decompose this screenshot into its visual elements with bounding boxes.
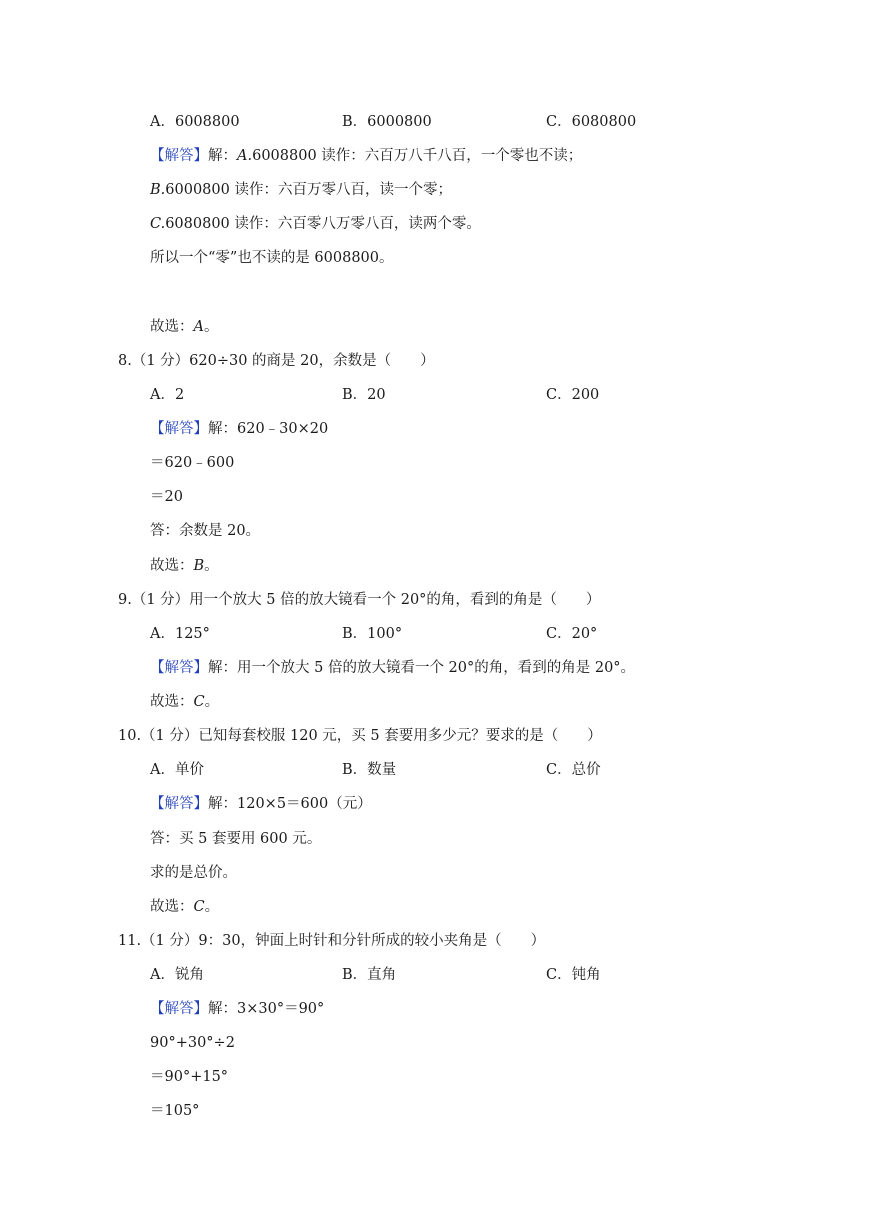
q7-answer-text: 6000800 读作：六百万零八百，读一个零； — [165, 182, 452, 198]
choice-suffix: 。 — [203, 319, 219, 335]
q11-answer-line-1 — [150, 999, 324, 1019]
q8-choice — [150, 556, 219, 576]
q7-answer-line-4: 所以一个“零”也不读的是 6008800。 — [150, 250, 394, 266]
q7-answer-text: 6080800 读作：六百零八万零八百，读两个零。 — [165, 216, 481, 232]
q9-option-b: B．100° — [342, 626, 403, 642]
choice-prefix: 故选： — [150, 319, 194, 335]
q9-question: 9.（1 分）用一个放大 5 倍的放大镜看一个 20°的角，看到的角是（ ） — [118, 592, 601, 608]
q10-choice — [150, 897, 219, 917]
q9-choice — [150, 692, 219, 712]
q8-answer-text: 解：620﹣30×20 — [208, 421, 329, 437]
q7-answer-var: C. — [150, 216, 166, 232]
q11-answer-line-2: 90°+30°÷2 — [150, 1035, 235, 1051]
q8-question: 8.（1 分）620÷30 的商是 20，余数是（ ） — [118, 353, 435, 369]
q9-answer-text: 解：用一个放大 5 倍的放大镜看一个 20°的角，看到的角是 20°。 — [208, 660, 636, 676]
q7-answer-text: 6008800 读作：六百万八千八百，一个零也不读； — [252, 148, 583, 164]
q8-option-b: B．20 — [342, 387, 386, 403]
choice-letter: C — [193, 694, 205, 710]
choice-suffix: 。 — [204, 694, 220, 710]
q10-answer-line-3: 求的是总价。 — [150, 865, 237, 881]
answer-tag: 【解答】 — [150, 1001, 208, 1017]
q10-question: 10.（1 分）已知每套校服 120 元，买 5 套要用多少元？要求的是（ ） — [118, 728, 602, 744]
choice-prefix: 故选： — [150, 558, 194, 574]
q9-answer-line-1 — [150, 658, 635, 678]
q11-answer-line-4: ＝105° — [150, 1103, 200, 1119]
answer-tag: 【解答】 — [150, 421, 208, 437]
q10-answer-line-2: 答：买 5 套要用 600 元。 — [150, 831, 322, 847]
q8-answer-line-1 — [150, 419, 328, 439]
q11-option-a: A．锐角 — [150, 967, 204, 983]
choice-suffix: 。 — [204, 558, 219, 574]
q8-option-c: C．200 — [546, 387, 600, 403]
q10-option-b: B．数量 — [342, 762, 397, 778]
q9-option-c: C．20° — [546, 626, 598, 642]
q10-answer-text: 解：120×5＝600（元） — [208, 796, 372, 812]
answer-tag: 【解答】 — [150, 148, 208, 164]
q7-answer-line-3 — [150, 214, 481, 234]
q8-answer-line-4: 答：余数是 20。 — [150, 523, 261, 539]
q11-option-c: C．钝角 — [546, 967, 601, 983]
answer-tag: 【解答】 — [150, 796, 208, 812]
q8-option-a: A．2 — [150, 387, 185, 403]
q7-answer-line-1 — [150, 146, 582, 166]
q7-answer-prefix: 解： — [208, 148, 237, 164]
choice-prefix: 故选： — [150, 899, 194, 915]
q7-answer-var: B. — [150, 182, 166, 198]
q7-option-c: C．6080800 — [546, 114, 637, 130]
q7-option-a: A．6008800 — [150, 114, 240, 130]
choice-prefix: 故选： — [150, 694, 194, 710]
choice-letter: A — [193, 319, 204, 335]
choice-letter: C — [193, 899, 205, 915]
answer-tag: 【解答】 — [150, 660, 208, 676]
q7-answer-var: A. — [237, 148, 253, 164]
q7-answer-line-2 — [150, 180, 452, 200]
q11-answer-text: 解：3×30°＝90° — [208, 1001, 325, 1017]
q10-answer-line-1 — [150, 794, 372, 814]
q11-answer-line-3: ＝90°+15° — [150, 1069, 229, 1085]
q10-option-c: C．总价 — [546, 762, 601, 778]
q7-option-b: B．6000800 — [342, 114, 432, 130]
q10-option-a: A．单价 — [150, 762, 204, 778]
choice-letter: B — [193, 558, 205, 574]
q7-choice — [150, 317, 218, 337]
q8-answer-line-2: ＝620﹣600 — [150, 455, 235, 471]
choice-suffix: 。 — [204, 899, 220, 915]
q11-question: 11.（1 分）9：30，钟面上时针和分针所成的较小夹角是（ ） — [118, 933, 546, 949]
q9-option-a: A．125° — [150, 626, 210, 642]
q8-answer-line-3: ＝20 — [150, 489, 183, 505]
q11-option-b: B．直角 — [342, 967, 397, 983]
